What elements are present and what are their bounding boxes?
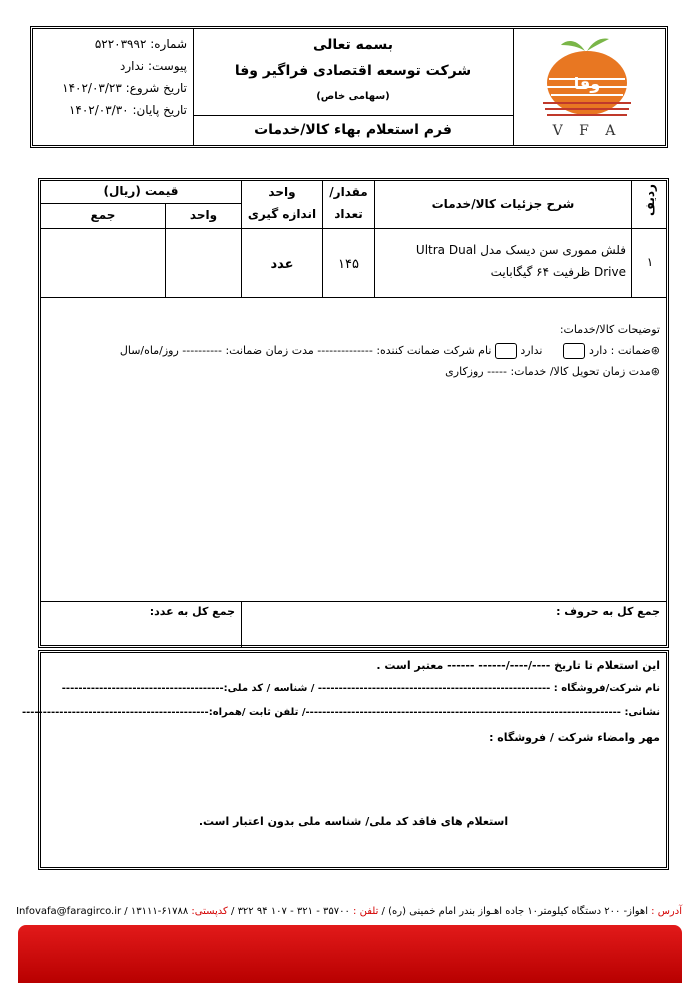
validity-warning: استعلام های فاقد کد ملی/ شناسه ملی بدون اعتبار است. [198, 815, 509, 828]
validity-line: این استعلام تا تاریخ ----/----/------ ------ معتبر است . [376, 659, 660, 672]
start-date-label: تاریخ شروع: [125, 81, 187, 95]
svg-text:وفا: وفا [573, 74, 601, 93]
form-title: فرم استعلام بهاء کالا/خدمات [254, 122, 452, 138]
contact-line [16, 906, 682, 917]
row-number: ۱ [646, 255, 654, 269]
col-unit-header-2: اندازه گیری [247, 207, 317, 221]
address-label: آدرس : [651, 906, 682, 917]
start-date-value: ۱۴۰۲/۰۳/۲۳ [62, 81, 122, 95]
logo-text: V F A [552, 123, 622, 139]
items-table [38, 178, 669, 648]
warranty-has-checkbox[interactable] [563, 343, 585, 359]
start-date-line [57, 81, 187, 95]
col-row-header: ردیف [643, 184, 657, 216]
company-line: نام شرکت/فروشگاه : -------------------------------------------------------- / شناسه / کد ملی:--------------------------------------- [61, 683, 660, 694]
attachment-line [57, 59, 187, 73]
attachment-label: پیوست: [147, 59, 187, 73]
contact-email[interactable]: Infovafa@faragirco.ir [16, 906, 122, 917]
col-qty-header-2: تعداد [334, 207, 363, 221]
col-qty-header-1: مقدار/ [329, 185, 368, 199]
col-unit-header-1: واحد [268, 185, 296, 199]
footer-red-bar [18, 925, 682, 983]
col-price-header: قیمت (ریال) [103, 184, 179, 198]
supplier-info-box [21, 650, 669, 870]
warranty-company: نام شرکت ضمانت کننده: -------------- [317, 344, 492, 357]
col-price-unit-header: واحد [189, 208, 218, 222]
delivery-time: ⊛مدت زمان تحویل کالا/ خدمات: ----- روزکاری [445, 365, 660, 378]
stamp-line: مهر وامضاء شرکت / فروشگاه : [489, 731, 660, 744]
company-name: شرکت توسعه اقتصادی فراگیر وفا [234, 63, 472, 79]
row-desc-line-1: فلش مموری سن دیسک مدل Ultra Dual [415, 243, 626, 257]
form-header [30, 26, 668, 148]
row-qty: ۱۴۵ [338, 257, 359, 272]
end-date-value: ۱۴۰۲/۰۳/۳۰ [68, 103, 129, 117]
number-label: شماره: [150, 37, 187, 51]
postal-label: کدپستی: [191, 906, 228, 917]
warranty-label: ⊛ضمانت : [610, 344, 660, 357]
end-date-label: تاریخ پایان: [132, 103, 187, 117]
address-line: نشانی: ----------------------------------------------------------------------------/ تلفن ثابت /همراه:--------------------------------------------- [21, 707, 660, 718]
warranty-period: مدت زمان ضمانت: ---------- روز/ماه/سال [119, 344, 314, 357]
row-desc-line-2: Drive ظرفیت ۶۴ گیگابایت [490, 265, 626, 279]
end-date-line [57, 103, 187, 117]
total-in-numbers-label: جمع کل به عدد: [149, 605, 235, 618]
number-value: ۵۲۲۰۳۹۹۲ [94, 37, 147, 51]
col-desc-header: شرح جزئیات کالا/خدمات [431, 197, 575, 211]
number-line [57, 37, 187, 51]
company-type: (سهامی خاص) [316, 91, 390, 102]
warranty-has-not-checkbox[interactable] [495, 343, 517, 359]
phone-label: تلفن : [353, 906, 379, 917]
warranty-has-not: ندارد [520, 344, 543, 357]
warranty-has: دارد [588, 344, 608, 357]
notes-title: توضیحات کالا/خدمات: [559, 323, 660, 336]
total-in-words-label: جمع کل به حروف : [556, 605, 660, 618]
contact-postal: ۶۱۷۸۸-۱۳۱۱۱ / [124, 906, 189, 917]
attachment-value: ندارد [120, 59, 145, 73]
col-price-total-header: جمع [90, 208, 116, 222]
contact-address: اهواز- ۲۰۰ دستگاه کیلومتر۱۰ جاده اهـواز بندر امام خمینی (ره) / [381, 906, 648, 917]
row-unit: عدد [270, 257, 294, 272]
bismillah: بسمه تعالی [312, 37, 394, 53]
contact-phone: ۳۵۷۰۰ - ۳۲۱ - ۱۰۷ ۹۴ ۳۲۲ / [231, 906, 350, 917]
company-logo [527, 33, 647, 141]
warranty-line [120, 343, 660, 359]
